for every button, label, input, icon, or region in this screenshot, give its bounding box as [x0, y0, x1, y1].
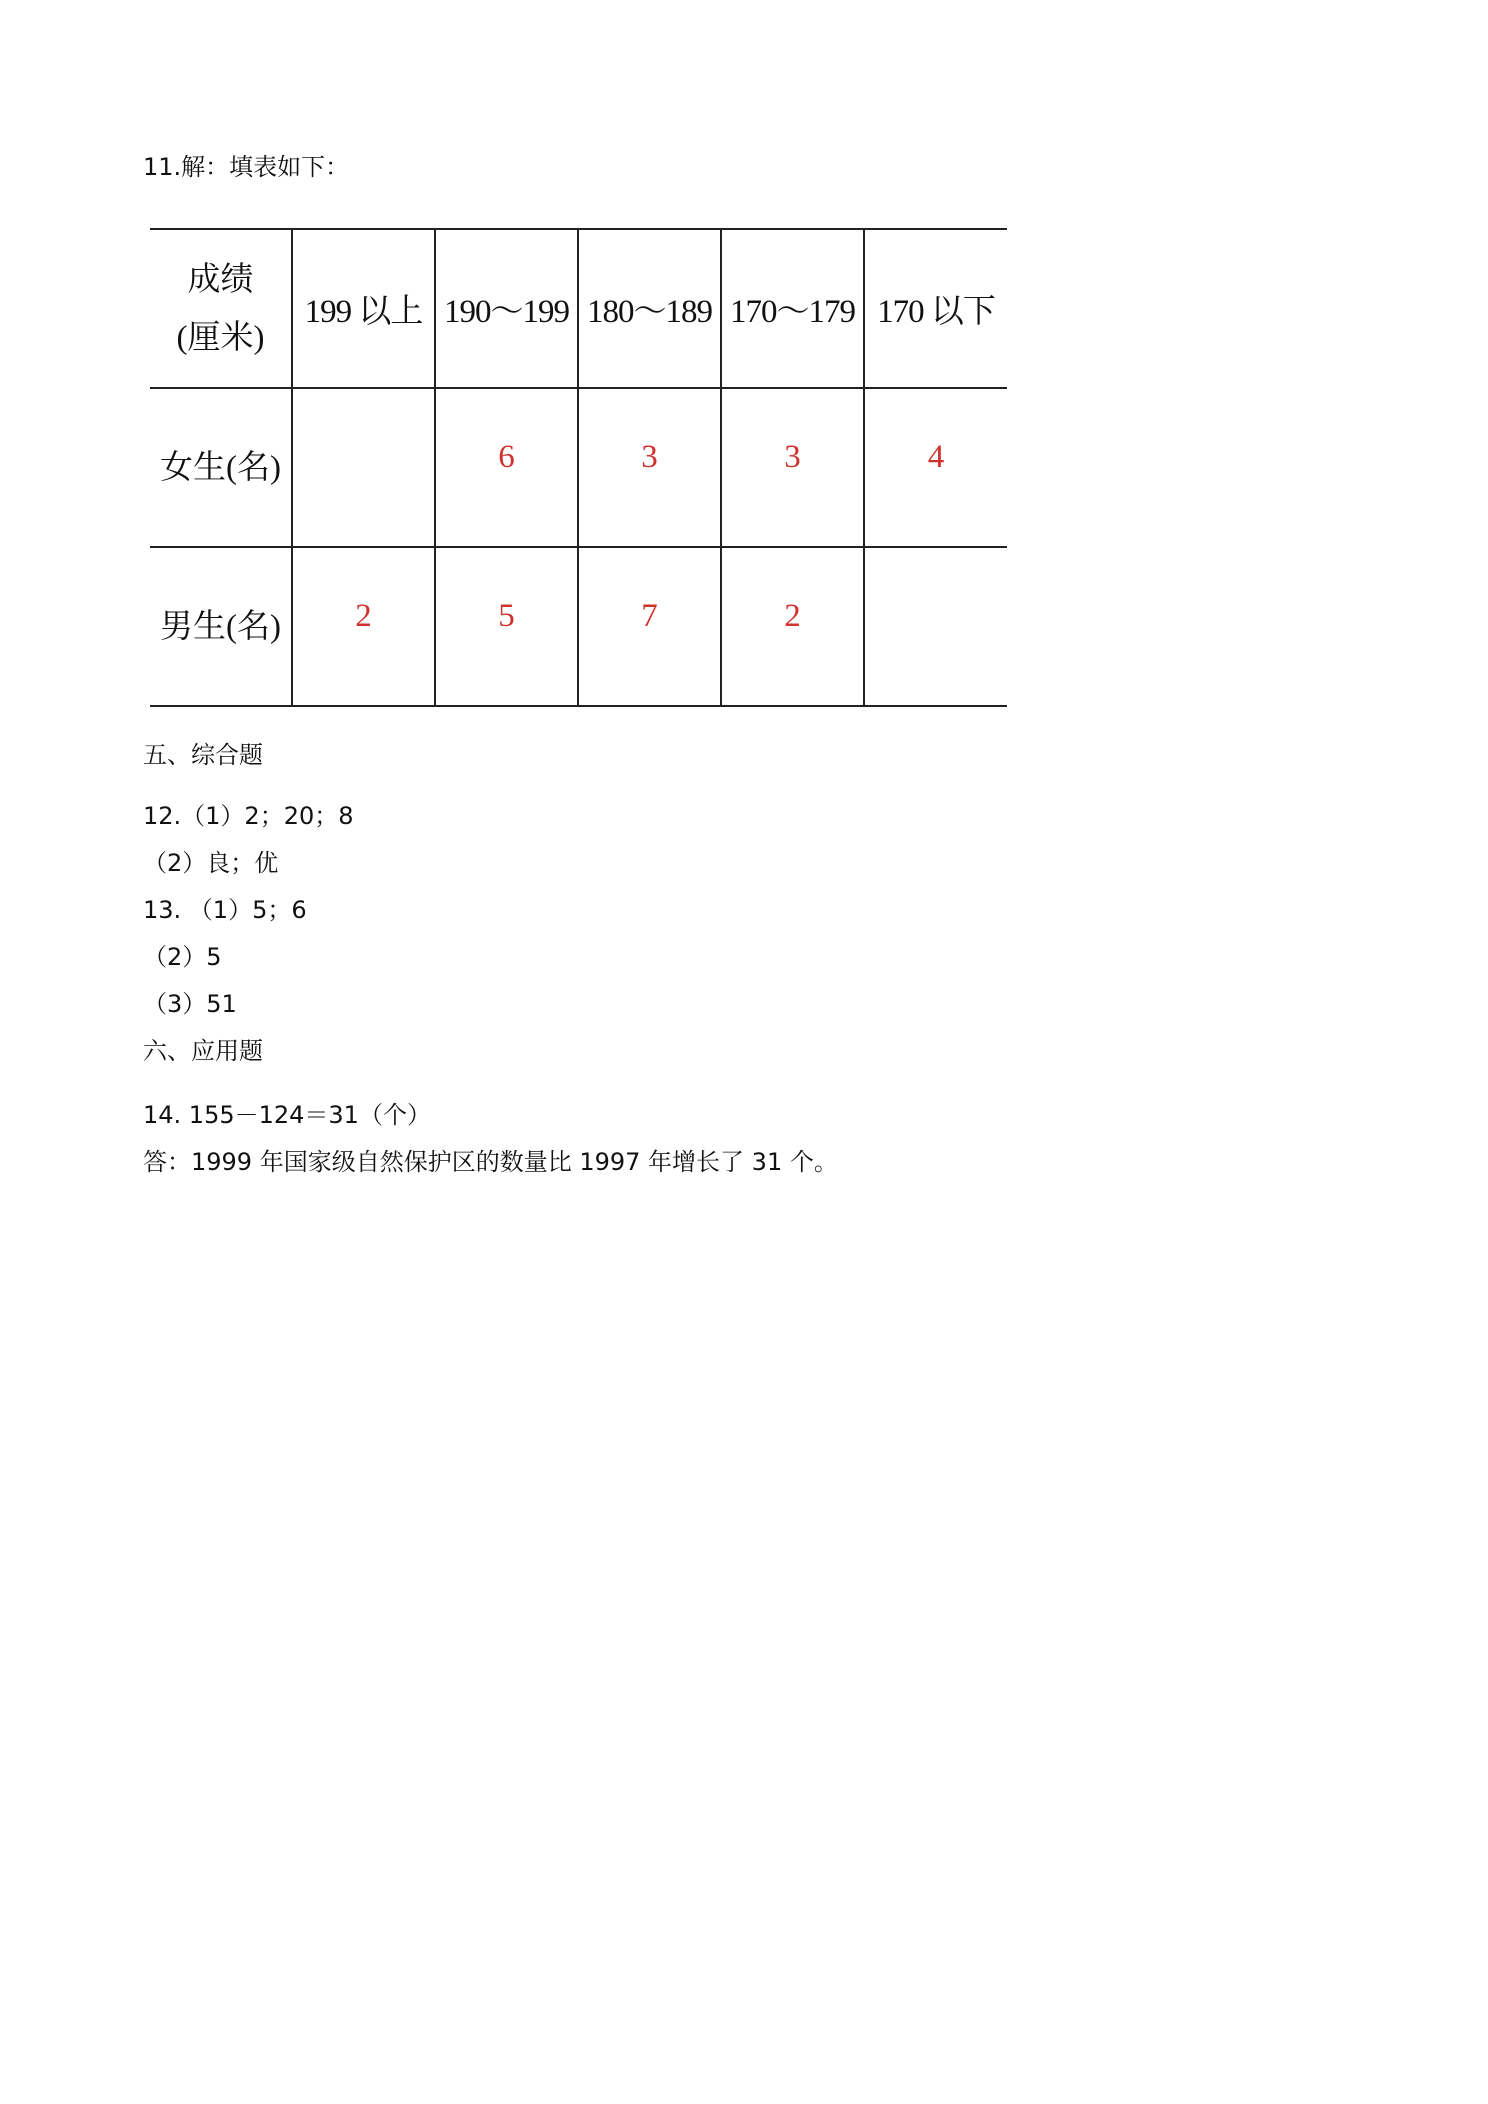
header-label-unit: (厘米) — [176, 319, 265, 356]
score-table-container — [150, 228, 1007, 704]
cell-value: 7 — [641, 598, 658, 634]
cell-value: 4 — [927, 439, 945, 475]
table-cell — [864, 547, 1007, 706]
question-14-answer: 答：1999 年国家级自然保护区的数量比 1997 年增长了 31 个。 — [143, 1148, 838, 1176]
question-14-equation: 14. 155－124＝31（个） — [143, 1101, 431, 1129]
question-13-part-1: 13. （1）5；6 — [143, 896, 307, 924]
table-cell — [721, 388, 864, 547]
row-label-cell — [150, 547, 292, 706]
header-cell-col-5: 170 以下 — [864, 229, 1007, 388]
header-cell-col-3: 180～189 — [578, 229, 721, 388]
row-label-boys: 男生(名) — [160, 608, 281, 645]
cell-value: 6 — [498, 439, 515, 475]
header-cell-col-1: 199 以上 — [292, 229, 435, 388]
cell-value: 3 — [784, 439, 801, 475]
section-5-title: 五、综合题 — [143, 741, 263, 769]
table-cell — [292, 388, 435, 547]
header-label-score: 成绩 — [187, 261, 254, 298]
header-cell-col-4: 170～179 — [721, 229, 864, 388]
table-cell — [292, 547, 435, 706]
question-11-heading: 11.解：填表如下： — [143, 153, 350, 181]
section-6-title: 六、应用题 — [143, 1037, 263, 1065]
row-label-girls: 女生(名) — [160, 449, 281, 486]
table-cell — [721, 547, 864, 706]
question-12-part-2: （2）良；优 — [143, 849, 279, 877]
table-row-boys — [150, 547, 1007, 706]
table-cell — [435, 547, 578, 706]
header-corner-cell — [150, 229, 292, 388]
row-label-cell — [150, 388, 292, 547]
cell-value: 2 — [784, 598, 801, 634]
table-header-row — [150, 229, 1007, 388]
cell-value: 5 — [498, 598, 515, 634]
table-row-girls — [150, 388, 1007, 547]
question-12-part-1: 12.（1）2；20；8 — [143, 802, 354, 830]
cell-value: 3 — [641, 439, 658, 475]
cell-value: 2 — [355, 598, 372, 634]
score-table — [150, 228, 1007, 707]
header-cell-col-2: 190～199 — [435, 229, 578, 388]
table-cell — [864, 388, 1007, 547]
question-13-part-3: （3）51 — [143, 990, 237, 1018]
question-13-part-2: （2）5 — [143, 943, 222, 971]
table-cell — [578, 388, 721, 547]
table-cell — [435, 388, 578, 547]
table-cell — [578, 547, 721, 706]
